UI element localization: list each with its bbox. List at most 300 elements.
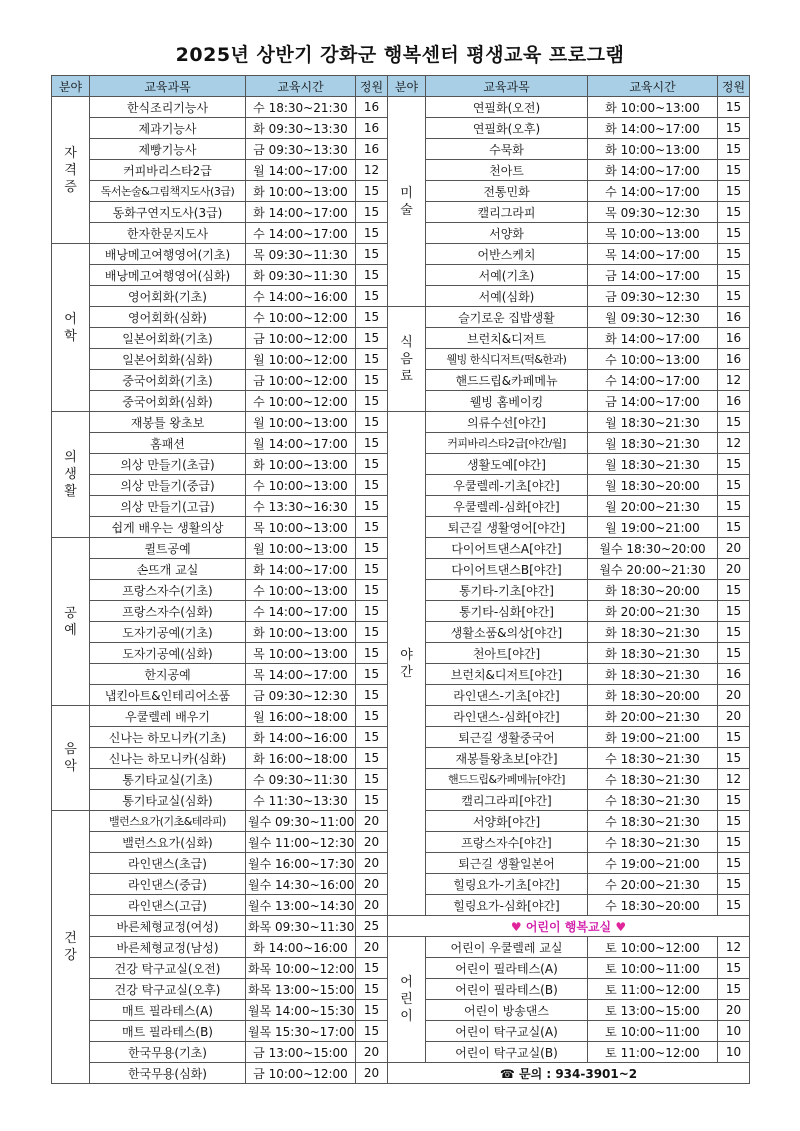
course-name: 의상 만들기(초급) <box>90 454 246 475</box>
course-capacity: 15 <box>718 97 750 118</box>
course-capacity: 15 <box>718 454 750 475</box>
kids-section-title: 어린이 행복교실 <box>525 919 612 934</box>
course-name: 생활소품&의상[야간] <box>426 622 588 643</box>
course-name: 어린이 방송댄스 <box>426 1000 588 1021</box>
course-time: 수 14:00~16:00 <box>246 286 356 307</box>
course-time: 수 20:00~21:30 <box>588 874 718 895</box>
course-time: 금 10:00~12:00 <box>246 370 356 391</box>
course-time: 목 14:00~17:00 <box>246 664 356 685</box>
course-name: 서예(심화) <box>426 286 588 307</box>
course-capacity: 15 <box>356 307 388 328</box>
header-course: 교육과목 <box>426 76 588 97</box>
course-time: 화 18:30~20:00 <box>588 685 718 706</box>
course-capacity: 20 <box>718 1000 750 1021</box>
kids-section-header <box>388 916 750 937</box>
course-capacity: 15 <box>356 958 388 979</box>
course-name: 도자기공예(기초) <box>90 622 246 643</box>
header-course: 교육과목 <box>90 76 246 97</box>
course-name: 전통민화 <box>426 181 588 202</box>
course-name: 어반스케치 <box>426 244 588 265</box>
course-time: 화 19:00~21:00 <box>588 727 718 748</box>
course-time: 화목 10:00~12:00 <box>246 958 356 979</box>
course-capacity: 15 <box>718 496 750 517</box>
course-name: 웰빙 홈베이킹 <box>426 391 588 412</box>
heart-icon: ♥ <box>615 919 627 934</box>
course-time: 수 18:30~21:30 <box>588 748 718 769</box>
course-name: 통기타-심화[야간] <box>426 601 588 622</box>
course-time: 수 13:30~16:30 <box>246 496 356 517</box>
course-time: 월 18:30~20:00 <box>588 475 718 496</box>
course-name: 어린이 필라테스(B) <box>426 979 588 1000</box>
course-capacity: 15 <box>718 874 750 895</box>
course-name: 홈패션 <box>90 433 246 454</box>
course-name: 일본어회화(기초) <box>90 328 246 349</box>
course-time: 수 18:30~21:30 <box>588 790 718 811</box>
course-name: 핸드드립&카페메뉴 <box>426 370 588 391</box>
course-time: 토 10:00~11:00 <box>588 958 718 979</box>
course-time: 월 10:00~12:00 <box>246 349 356 370</box>
course-time: 수 18:30~21:30 <box>588 811 718 832</box>
course-name: 브런치&디저트 <box>426 328 588 349</box>
table-row <box>52 307 750 328</box>
course-time: 금 14:00~17:00 <box>588 265 718 286</box>
course-name: 캘리그라피[야간] <box>426 790 588 811</box>
course-name: 프랑스자수(기초) <box>90 580 246 601</box>
table-row <box>52 412 750 433</box>
course-capacity: 15 <box>356 664 388 685</box>
header-category: 분야 <box>52 76 90 97</box>
course-capacity: 20 <box>718 538 750 559</box>
course-time: 월 14:00~17:00 <box>246 433 356 454</box>
category-label: 건 강 <box>52 811 90 1084</box>
course-capacity: 15 <box>356 517 388 538</box>
course-capacity: 15 <box>356 349 388 370</box>
course-time: 수 14:00~17:00 <box>246 601 356 622</box>
course-name: 퇴근길 생활중국어 <box>426 727 588 748</box>
course-time: 화목 13:00~15:00 <box>246 979 356 1000</box>
course-time: 금 09:30~12:30 <box>246 685 356 706</box>
course-capacity: 15 <box>356 538 388 559</box>
course-capacity: 20 <box>356 832 388 853</box>
course-capacity: 12 <box>718 769 750 790</box>
course-capacity: 16 <box>718 349 750 370</box>
course-name: 서양화 <box>426 223 588 244</box>
course-capacity: 20 <box>356 937 388 958</box>
course-name: 프랑스자수(심화) <box>90 601 246 622</box>
course-time: 월목 15:30~17:00 <box>246 1021 356 1042</box>
course-time: 수 10:00~12:00 <box>246 391 356 412</box>
course-time: 수 09:30~11:30 <box>246 769 356 790</box>
course-capacity: 15 <box>356 475 388 496</box>
course-time: 화 20:00~21:30 <box>588 706 718 727</box>
course-time: 수 18:30~21:30 <box>588 769 718 790</box>
course-name: 밸런스요가(기초&테라피) <box>90 811 246 832</box>
course-name: 손뜨개 교실 <box>90 559 246 580</box>
course-time: 화 18:30~20:00 <box>588 580 718 601</box>
header-capacity: 정원 <box>718 76 750 97</box>
course-name: 우쿨렐레-심화[야간] <box>426 496 588 517</box>
course-capacity: 15 <box>718 643 750 664</box>
course-capacity: 20 <box>356 1042 388 1063</box>
course-time: 화 14:00~16:00 <box>246 727 356 748</box>
course-capacity: 15 <box>356 202 388 223</box>
course-time: 화 18:30~21:30 <box>588 622 718 643</box>
course-capacity: 12 <box>718 433 750 454</box>
course-capacity: 16 <box>356 139 388 160</box>
course-name: 재봉틀 왕초보 <box>90 412 246 433</box>
course-time: 화 14:00~17:00 <box>588 118 718 139</box>
course-capacity: 15 <box>356 412 388 433</box>
course-name: 라인댄스(고급) <box>90 895 246 916</box>
course-capacity: 16 <box>718 664 750 685</box>
course-capacity: 15 <box>718 475 750 496</box>
contact-info <box>388 1063 750 1084</box>
course-name: 수묵화 <box>426 139 588 160</box>
course-capacity: 16 <box>718 391 750 412</box>
course-capacity: 15 <box>356 370 388 391</box>
category-label: 의 생 활 <box>52 412 90 538</box>
course-time: 수 10:00~13:00 <box>246 580 356 601</box>
course-time: 화 10:00~13:00 <box>588 97 718 118</box>
course-name: 건강 탁구교실(오후) <box>90 979 246 1000</box>
course-name: 서예(기초) <box>426 265 588 286</box>
course-capacity: 15 <box>718 622 750 643</box>
course-capacity: 15 <box>356 1000 388 1021</box>
course-capacity: 15 <box>356 622 388 643</box>
course-time: 화 14:00~17:00 <box>588 328 718 349</box>
course-name: 한국무용(기초) <box>90 1042 246 1063</box>
course-name: 힐링요가-심화[야간] <box>426 895 588 916</box>
course-time: 화 14:00~17:00 <box>588 160 718 181</box>
course-capacity: 15 <box>356 223 388 244</box>
course-capacity: 16 <box>718 328 750 349</box>
course-time: 화 14:00~17:00 <box>246 559 356 580</box>
course-name: 중국어회화(심화) <box>90 391 246 412</box>
header-category: 분야 <box>388 76 426 97</box>
table-header-row <box>52 76 750 97</box>
course-time: 월 10:00~13:00 <box>246 538 356 559</box>
course-capacity: 15 <box>718 412 750 433</box>
course-capacity: 15 <box>356 580 388 601</box>
heart-icon: ♥ <box>510 919 522 934</box>
course-name: 서양화[야간] <box>426 811 588 832</box>
course-time: 월 10:00~13:00 <box>246 412 356 433</box>
course-time: 월 18:30~21:30 <box>588 454 718 475</box>
course-name: 캘리그라피 <box>426 202 588 223</box>
course-capacity: 25 <box>356 916 388 937</box>
phone-icon: ☎ <box>499 1066 515 1081</box>
category-label: 식 음 료 <box>388 307 426 412</box>
course-name: 통기타교실(기초) <box>90 769 246 790</box>
table-row <box>52 1063 750 1084</box>
course-capacity: 15 <box>356 601 388 622</box>
course-time: 화 20:00~21:30 <box>588 601 718 622</box>
course-name: 바른체형교정(남성) <box>90 937 246 958</box>
course-name: 라인댄스-심화[야간] <box>426 706 588 727</box>
course-time: 수 10:00~12:00 <box>246 307 356 328</box>
course-name: 도자기공예(심화) <box>90 643 246 664</box>
course-capacity: 15 <box>718 895 750 916</box>
course-name: 동화구연지도사(3급) <box>90 202 246 223</box>
header-time: 교육시간 <box>246 76 356 97</box>
course-capacity: 15 <box>356 391 388 412</box>
course-name: 다이어트댄스A[야간] <box>426 538 588 559</box>
course-time: 화 10:00~13:00 <box>246 454 356 475</box>
course-capacity: 15 <box>718 202 750 223</box>
course-name: 매트 필라테스(B) <box>90 1021 246 1042</box>
table-row <box>52 916 750 937</box>
course-time: 수 19:00~21:00 <box>588 853 718 874</box>
course-capacity: 12 <box>718 937 750 958</box>
course-name: 라인댄스(중급) <box>90 874 246 895</box>
course-time: 목 10:00~13:00 <box>246 517 356 538</box>
course-time: 금 09:30~13:30 <box>246 139 356 160</box>
course-capacity: 15 <box>356 559 388 580</box>
course-time: 월 14:00~17:00 <box>246 160 356 181</box>
course-capacity: 15 <box>356 685 388 706</box>
table-row <box>52 937 750 958</box>
course-name: 한지공예 <box>90 664 246 685</box>
course-name: 프랑스자수[야간] <box>426 832 588 853</box>
category-label: 미 술 <box>388 97 426 307</box>
course-name: 퇴근길 생활일본어 <box>426 853 588 874</box>
course-capacity: 20 <box>356 895 388 916</box>
course-name: 핸드드립&카페메뉴[야간] <box>426 769 588 790</box>
course-name: 우쿨렐레-기초[야간] <box>426 475 588 496</box>
course-capacity: 15 <box>356 328 388 349</box>
course-capacity: 15 <box>718 139 750 160</box>
course-capacity: 15 <box>356 748 388 769</box>
course-name: 배낭메고여행영어(심화) <box>90 265 246 286</box>
course-time: 월목 14:00~15:30 <box>246 1000 356 1021</box>
course-time: 수 10:00~13:00 <box>246 475 356 496</box>
course-time: 수 14:00~17:00 <box>246 223 356 244</box>
course-time: 금 10:00~12:00 <box>246 1063 356 1084</box>
course-name: 어린이 탁구교실(B) <box>426 1042 588 1063</box>
category-label: 야 간 <box>388 412 426 916</box>
course-name: 브런치&디저트[야간] <box>426 664 588 685</box>
course-time: 토 10:00~11:00 <box>588 1021 718 1042</box>
course-time: 월수 20:00~21:30 <box>588 559 718 580</box>
course-time: 수 14:00~17:00 <box>588 181 718 202</box>
course-capacity: 15 <box>718 790 750 811</box>
course-capacity: 15 <box>718 811 750 832</box>
course-name: 통기타-기초[야간] <box>426 580 588 601</box>
course-name: 천아트 <box>426 160 588 181</box>
course-time: 월 20:00~21:30 <box>588 496 718 517</box>
course-time: 금 09:30~12:30 <box>588 286 718 307</box>
course-capacity: 15 <box>718 118 750 139</box>
course-name: 어린이 우쿨렐레 교실 <box>426 937 588 958</box>
course-name: 퀼트공예 <box>90 538 246 559</box>
course-time: 수 11:30~13:30 <box>246 790 356 811</box>
course-name: 신나는 하모니카(심화) <box>90 748 246 769</box>
course-time: 화 09:30~13:30 <box>246 118 356 139</box>
course-capacity: 12 <box>356 160 388 181</box>
course-capacity: 15 <box>356 1021 388 1042</box>
course-capacity: 15 <box>718 853 750 874</box>
contact-text: 문의 : 934-3901~2 <box>518 1066 638 1081</box>
course-time: 월수 11:00~12:30 <box>246 832 356 853</box>
course-time: 화목 09:30~11:30 <box>246 916 356 937</box>
course-capacity: 15 <box>356 643 388 664</box>
course-time: 목 10:00~13:00 <box>588 223 718 244</box>
course-capacity: 15 <box>356 790 388 811</box>
course-time: 화 09:30~11:30 <box>246 265 356 286</box>
course-capacity: 10 <box>718 1042 750 1063</box>
course-name: 독서논술&그림책지도사(3급) <box>90 181 246 202</box>
course-capacity: 20 <box>356 853 388 874</box>
course-time: 토 11:00~12:00 <box>588 979 718 1000</box>
course-time: 월 18:30~21:30 <box>588 433 718 454</box>
course-name: 라인댄스(초급) <box>90 853 246 874</box>
header-time: 교육시간 <box>588 76 718 97</box>
course-capacity: 20 <box>718 559 750 580</box>
course-time: 목 14:00~17:00 <box>588 244 718 265</box>
course-name: 냅킨아트&인테리어소품 <box>90 685 246 706</box>
course-capacity: 15 <box>718 265 750 286</box>
course-capacity: 15 <box>718 223 750 244</box>
course-capacity: 15 <box>356 181 388 202</box>
course-name: 중국어회화(기초) <box>90 370 246 391</box>
course-name: 제과기능사 <box>90 118 246 139</box>
course-name: 어린이 탁구교실(A) <box>426 1021 588 1042</box>
course-time: 수 18:30~21:30 <box>588 832 718 853</box>
course-name: 의상 만들기(고급) <box>90 496 246 517</box>
course-capacity: 20 <box>356 874 388 895</box>
course-time: 목 10:00~13:00 <box>246 643 356 664</box>
page-title: 2025년 상반기 강화군 행복센터 평생교육 프로그램 <box>175 44 625 66</box>
course-time: 화 18:30~21:30 <box>588 664 718 685</box>
course-name: 연필화(오후) <box>426 118 588 139</box>
course-capacity: 16 <box>718 307 750 328</box>
course-capacity: 15 <box>718 958 750 979</box>
course-capacity: 15 <box>356 265 388 286</box>
course-time: 토 11:00~12:00 <box>588 1042 718 1063</box>
course-capacity: 15 <box>718 748 750 769</box>
course-time: 화 14:00~17:00 <box>246 202 356 223</box>
course-name: 밸런스요가(심화) <box>90 832 246 853</box>
course-name: 의상 만들기(중급) <box>90 475 246 496</box>
program-table <box>51 75 750 1084</box>
course-capacity: 15 <box>356 496 388 517</box>
course-time: 화 10:00~13:00 <box>246 622 356 643</box>
course-name: 웰빙 한식디저트(떡&한과) <box>426 349 588 370</box>
course-time: 수 10:00~13:00 <box>588 349 718 370</box>
course-time: 화 10:00~13:00 <box>246 181 356 202</box>
course-capacity: 15 <box>718 286 750 307</box>
course-name: 매트 필라테스(A) <box>90 1000 246 1021</box>
course-name: 영어회화(기초) <box>90 286 246 307</box>
course-time: 토 10:00~12:00 <box>588 937 718 958</box>
category-label: 음 악 <box>52 706 90 811</box>
course-capacity: 15 <box>718 244 750 265</box>
course-name: 쉽게 배우는 생활의상 <box>90 517 246 538</box>
course-time: 월 16:00~18:00 <box>246 706 356 727</box>
course-capacity: 15 <box>356 454 388 475</box>
course-time: 화 16:00~18:00 <box>246 748 356 769</box>
course-time: 월수 14:30~16:00 <box>246 874 356 895</box>
course-name: 우쿨렐레 배우기 <box>90 706 246 727</box>
course-capacity: 15 <box>718 517 750 538</box>
course-capacity: 15 <box>356 286 388 307</box>
course-time: 월수 18:30~20:00 <box>588 538 718 559</box>
course-capacity: 15 <box>356 769 388 790</box>
course-time: 화 10:00~13:00 <box>588 139 718 160</box>
course-time: 월 18:30~21:30 <box>588 412 718 433</box>
course-capacity: 20 <box>718 685 750 706</box>
course-name: 커피바리스타2급 <box>90 160 246 181</box>
course-name: 생활도예[야간] <box>426 454 588 475</box>
course-name: 라인댄스-기초[야간] <box>426 685 588 706</box>
category-label: 자 격 증 <box>52 97 90 244</box>
course-capacity: 20 <box>356 811 388 832</box>
header-capacity: 정원 <box>356 76 388 97</box>
course-capacity: 15 <box>356 727 388 748</box>
course-time: 화 14:00~16:00 <box>246 937 356 958</box>
course-name: 통기타교실(심화) <box>90 790 246 811</box>
course-name: 한국무용(심화) <box>90 1063 246 1084</box>
course-name: 다이어트댄스B[야간] <box>426 559 588 580</box>
table-row <box>52 97 750 118</box>
course-capacity: 15 <box>356 706 388 727</box>
course-capacity: 15 <box>718 601 750 622</box>
course-time: 토 13:00~15:00 <box>588 1000 718 1021</box>
course-time: 금 13:00~15:00 <box>246 1042 356 1063</box>
course-name: 신나는 하모니카(기초) <box>90 727 246 748</box>
course-name: 일본어회화(심화) <box>90 349 246 370</box>
category-label: 어 학 <box>52 244 90 412</box>
category-label: 어 린 이 <box>388 937 426 1063</box>
course-name: 한식조리기능사 <box>90 97 246 118</box>
course-name: 건강 탁구교실(오전) <box>90 958 246 979</box>
course-capacity: 12 <box>718 370 750 391</box>
course-capacity: 15 <box>718 832 750 853</box>
course-capacity: 16 <box>356 97 388 118</box>
course-capacity: 15 <box>718 160 750 181</box>
course-name: 천아트[야간] <box>426 643 588 664</box>
course-name: 의류수선[야간] <box>426 412 588 433</box>
course-capacity: 15 <box>718 181 750 202</box>
course-time: 수 18:30~20:00 <box>588 895 718 916</box>
course-time: 월 19:00~21:00 <box>588 517 718 538</box>
course-name: 연필화(오전) <box>426 97 588 118</box>
course-name: 힐링요가-기초[야간] <box>426 874 588 895</box>
category-label: 공 예 <box>52 538 90 706</box>
course-time: 월 09:30~12:30 <box>588 307 718 328</box>
course-time: 월수 13:00~14:30 <box>246 895 356 916</box>
course-time: 수 14:00~17:00 <box>588 370 718 391</box>
course-capacity: 10 <box>718 1021 750 1042</box>
course-name: 한자한문지도사 <box>90 223 246 244</box>
course-name: 바른체형교정(여성) <box>90 916 246 937</box>
course-name: 어린이 필라테스(A) <box>426 958 588 979</box>
course-time: 목 09:30~12:30 <box>588 202 718 223</box>
course-name: 영어회화(심화) <box>90 307 246 328</box>
course-capacity: 15 <box>718 727 750 748</box>
course-name: 배낭메고여행영어(기초) <box>90 244 246 265</box>
course-name: 커피바리스타2급[야간/월] <box>426 433 588 454</box>
course-capacity: 15 <box>356 244 388 265</box>
course-capacity: 20 <box>356 1063 388 1084</box>
course-capacity: 15 <box>356 979 388 1000</box>
course-capacity: 20 <box>718 706 750 727</box>
course-capacity: 15 <box>718 979 750 1000</box>
course-time: 금 10:00~12:00 <box>246 328 356 349</box>
course-capacity: 15 <box>718 580 750 601</box>
course-capacity: 16 <box>356 118 388 139</box>
course-name: 퇴근길 생활영어[야간] <box>426 517 588 538</box>
